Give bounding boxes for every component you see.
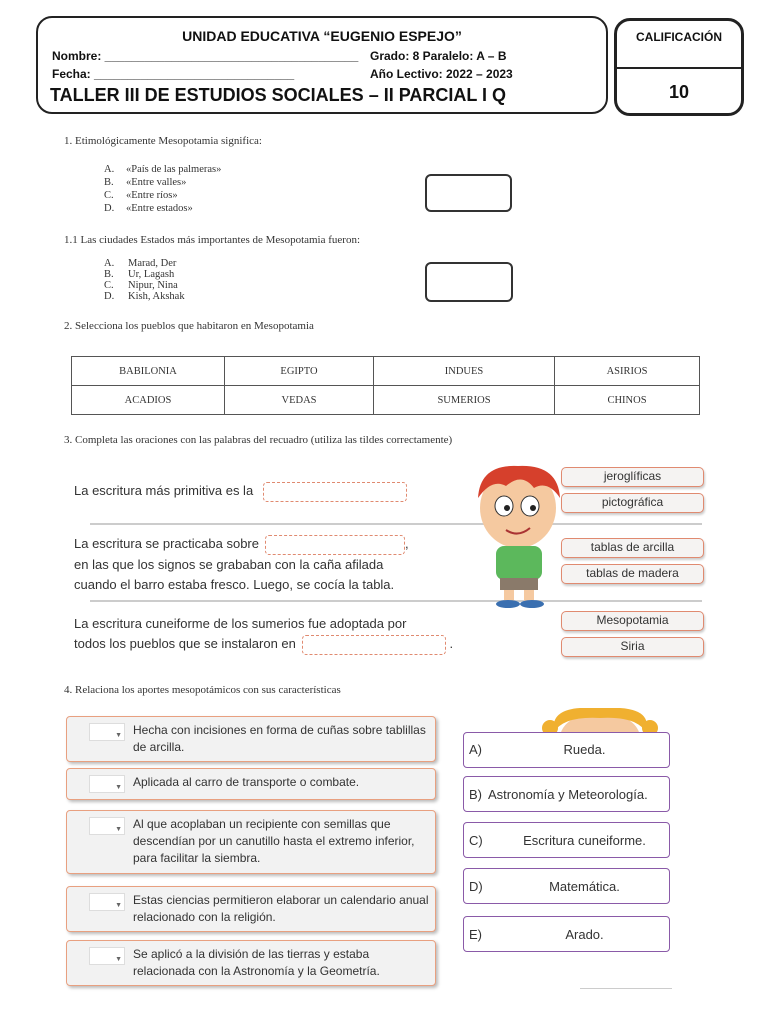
option-row: A. Marad, Der	[104, 258, 177, 269]
characteristic-item: ▼ Se aplicó a la división de las tierras y estaba relacionada con la Astronomía y la Geometría.	[66, 940, 436, 986]
word-chip[interactable]: Siria	[561, 637, 704, 657]
option-row: B. Ur, Lagash	[104, 269, 175, 280]
chevron-down-icon: ▼	[115, 956, 122, 963]
option-row: B. «Entre valles»	[104, 177, 187, 188]
question-1-1: 1.1 Las ciudades Estados más importantes de Mesopotamia fueron:	[64, 234, 361, 246]
chevron-down-icon: ▼	[115, 732, 122, 739]
date-field-label: Fecha: ______________________________	[52, 67, 295, 81]
divider	[90, 523, 702, 525]
grade-label: Grado: 8 Paralelo: A – B	[370, 49, 507, 63]
answer-dropdown[interactable]	[89, 817, 125, 835]
page-title: TALLER III DE ESTUDIOS SOCIALES – II PARCIAL I Q	[50, 85, 507, 105]
option-row: D. Kish, Akshak	[104, 291, 185, 302]
blank-input-2[interactable]	[265, 535, 405, 555]
divider	[580, 988, 672, 989]
table-cell[interactable]: ASIRIOS	[555, 357, 700, 386]
table-row	[72, 357, 700, 386]
grade-box-label: CALIFICACIÓN	[636, 30, 722, 44]
table-row	[72, 386, 700, 415]
sentence-3: La escritura cuneiforme de los sumerios fue adoptada por todos los pueblos que se instalaron en .	[74, 614, 453, 655]
grade-divider	[617, 67, 741, 69]
match-option: C) Escritura cuneiforme.	[463, 822, 670, 858]
sentence-1: La escritura más primitiva es la	[74, 481, 407, 502]
word-chip[interactable]: Mesopotamia	[561, 611, 704, 631]
characteristic-item: ▼ Hecha con incisiones en forma de cuñas sobre tablillas de arcilla.	[66, 716, 436, 762]
name-field-label: Nombre: ______________________________________	[52, 49, 359, 63]
answer-box-q1[interactable]	[425, 174, 512, 212]
table-cell[interactable]: CHINOS	[555, 386, 700, 415]
table-cell[interactable]: SUMERIOS	[374, 386, 555, 415]
characteristic-item: ▼ Aplicada al carro de transporte o combate.	[66, 768, 436, 800]
match-option: A) Rueda.	[463, 732, 670, 768]
question-2: 2. Selecciona los pueblos que habitaron en Mesopotamia	[64, 320, 314, 332]
question-4: 4. Relaciona los aportes mesopotámicos con sus características	[64, 684, 341, 696]
table-cell[interactable]: VEDAS	[225, 386, 374, 415]
answer-dropdown[interactable]	[89, 775, 125, 793]
word-chip[interactable]: tablas de arcilla	[561, 538, 704, 558]
option-row: C. «Entre ríos»	[104, 190, 178, 201]
table-cell[interactable]: INDUES	[374, 357, 555, 386]
question-3: 3. Completa las oraciones con las palabras del recuadro (utiliza las tildes correctamente)	[64, 434, 453, 446]
option-row: C. Nipur, Nina	[104, 280, 178, 291]
word-chip[interactable]: jeroglíficas	[561, 467, 704, 487]
school-year-label: Año Lectivo: 2022 – 2023	[370, 67, 513, 81]
answer-dropdown[interactable]	[89, 947, 125, 965]
question-1-options	[104, 163, 221, 215]
match-option: B) Astronomía y Meteorología.	[463, 776, 670, 812]
option-row: D. «Entre estados»	[104, 203, 193, 214]
blank-input-1[interactable]	[263, 482, 407, 502]
question-1-1-options	[104, 258, 185, 302]
chevron-down-icon: ▼	[115, 826, 122, 833]
word-chip[interactable]: tablas de madera	[561, 564, 704, 584]
table-cell[interactable]: BABILONIA	[72, 357, 225, 386]
sentence-2: La escritura se practicaba sobre , en las que los signos se grababan con la caña afilada cuando el barro estaba fresco. Luego, se cocía la tabla.	[74, 536, 409, 592]
answer-dropdown[interactable]	[89, 893, 125, 911]
chevron-down-icon: ▼	[115, 902, 122, 909]
blank-input-3[interactable]	[302, 635, 446, 655]
option-row: A. «País de las palmeras»	[104, 164, 222, 175]
answer-box-q1-1[interactable]	[425, 262, 513, 302]
chevron-down-icon: ▼	[115, 784, 122, 791]
match-option: D) Matemática.	[463, 868, 670, 904]
match-option: E) Arado.	[463, 916, 670, 952]
table-cell[interactable]: EGIPTO	[225, 357, 374, 386]
table-cell[interactable]: ACADIOS	[72, 386, 225, 415]
divider	[90, 600, 702, 602]
grade-value: 10	[668, 82, 690, 102]
answer-dropdown[interactable]	[89, 723, 125, 741]
school-name: UNIDAD EDUCATIVA “EUGENIO ESPEJO”	[182, 28, 462, 44]
characteristic-item: ▼ Al que acoplaban un recipiente con semillas que descendían por un canutillo hasta el extremo inferior, para facilitar la siembra.	[66, 810, 436, 874]
question-1: 1. Etimológicamente Mesopotamia significa:	[64, 135, 262, 147]
characteristic-item: ▼ Estas ciencias permitieron elaborar un calendario anual relacionado con la religión.	[66, 886, 436, 932]
word-chip[interactable]: pictográfica	[561, 493, 704, 513]
peoples-table	[71, 356, 700, 415]
